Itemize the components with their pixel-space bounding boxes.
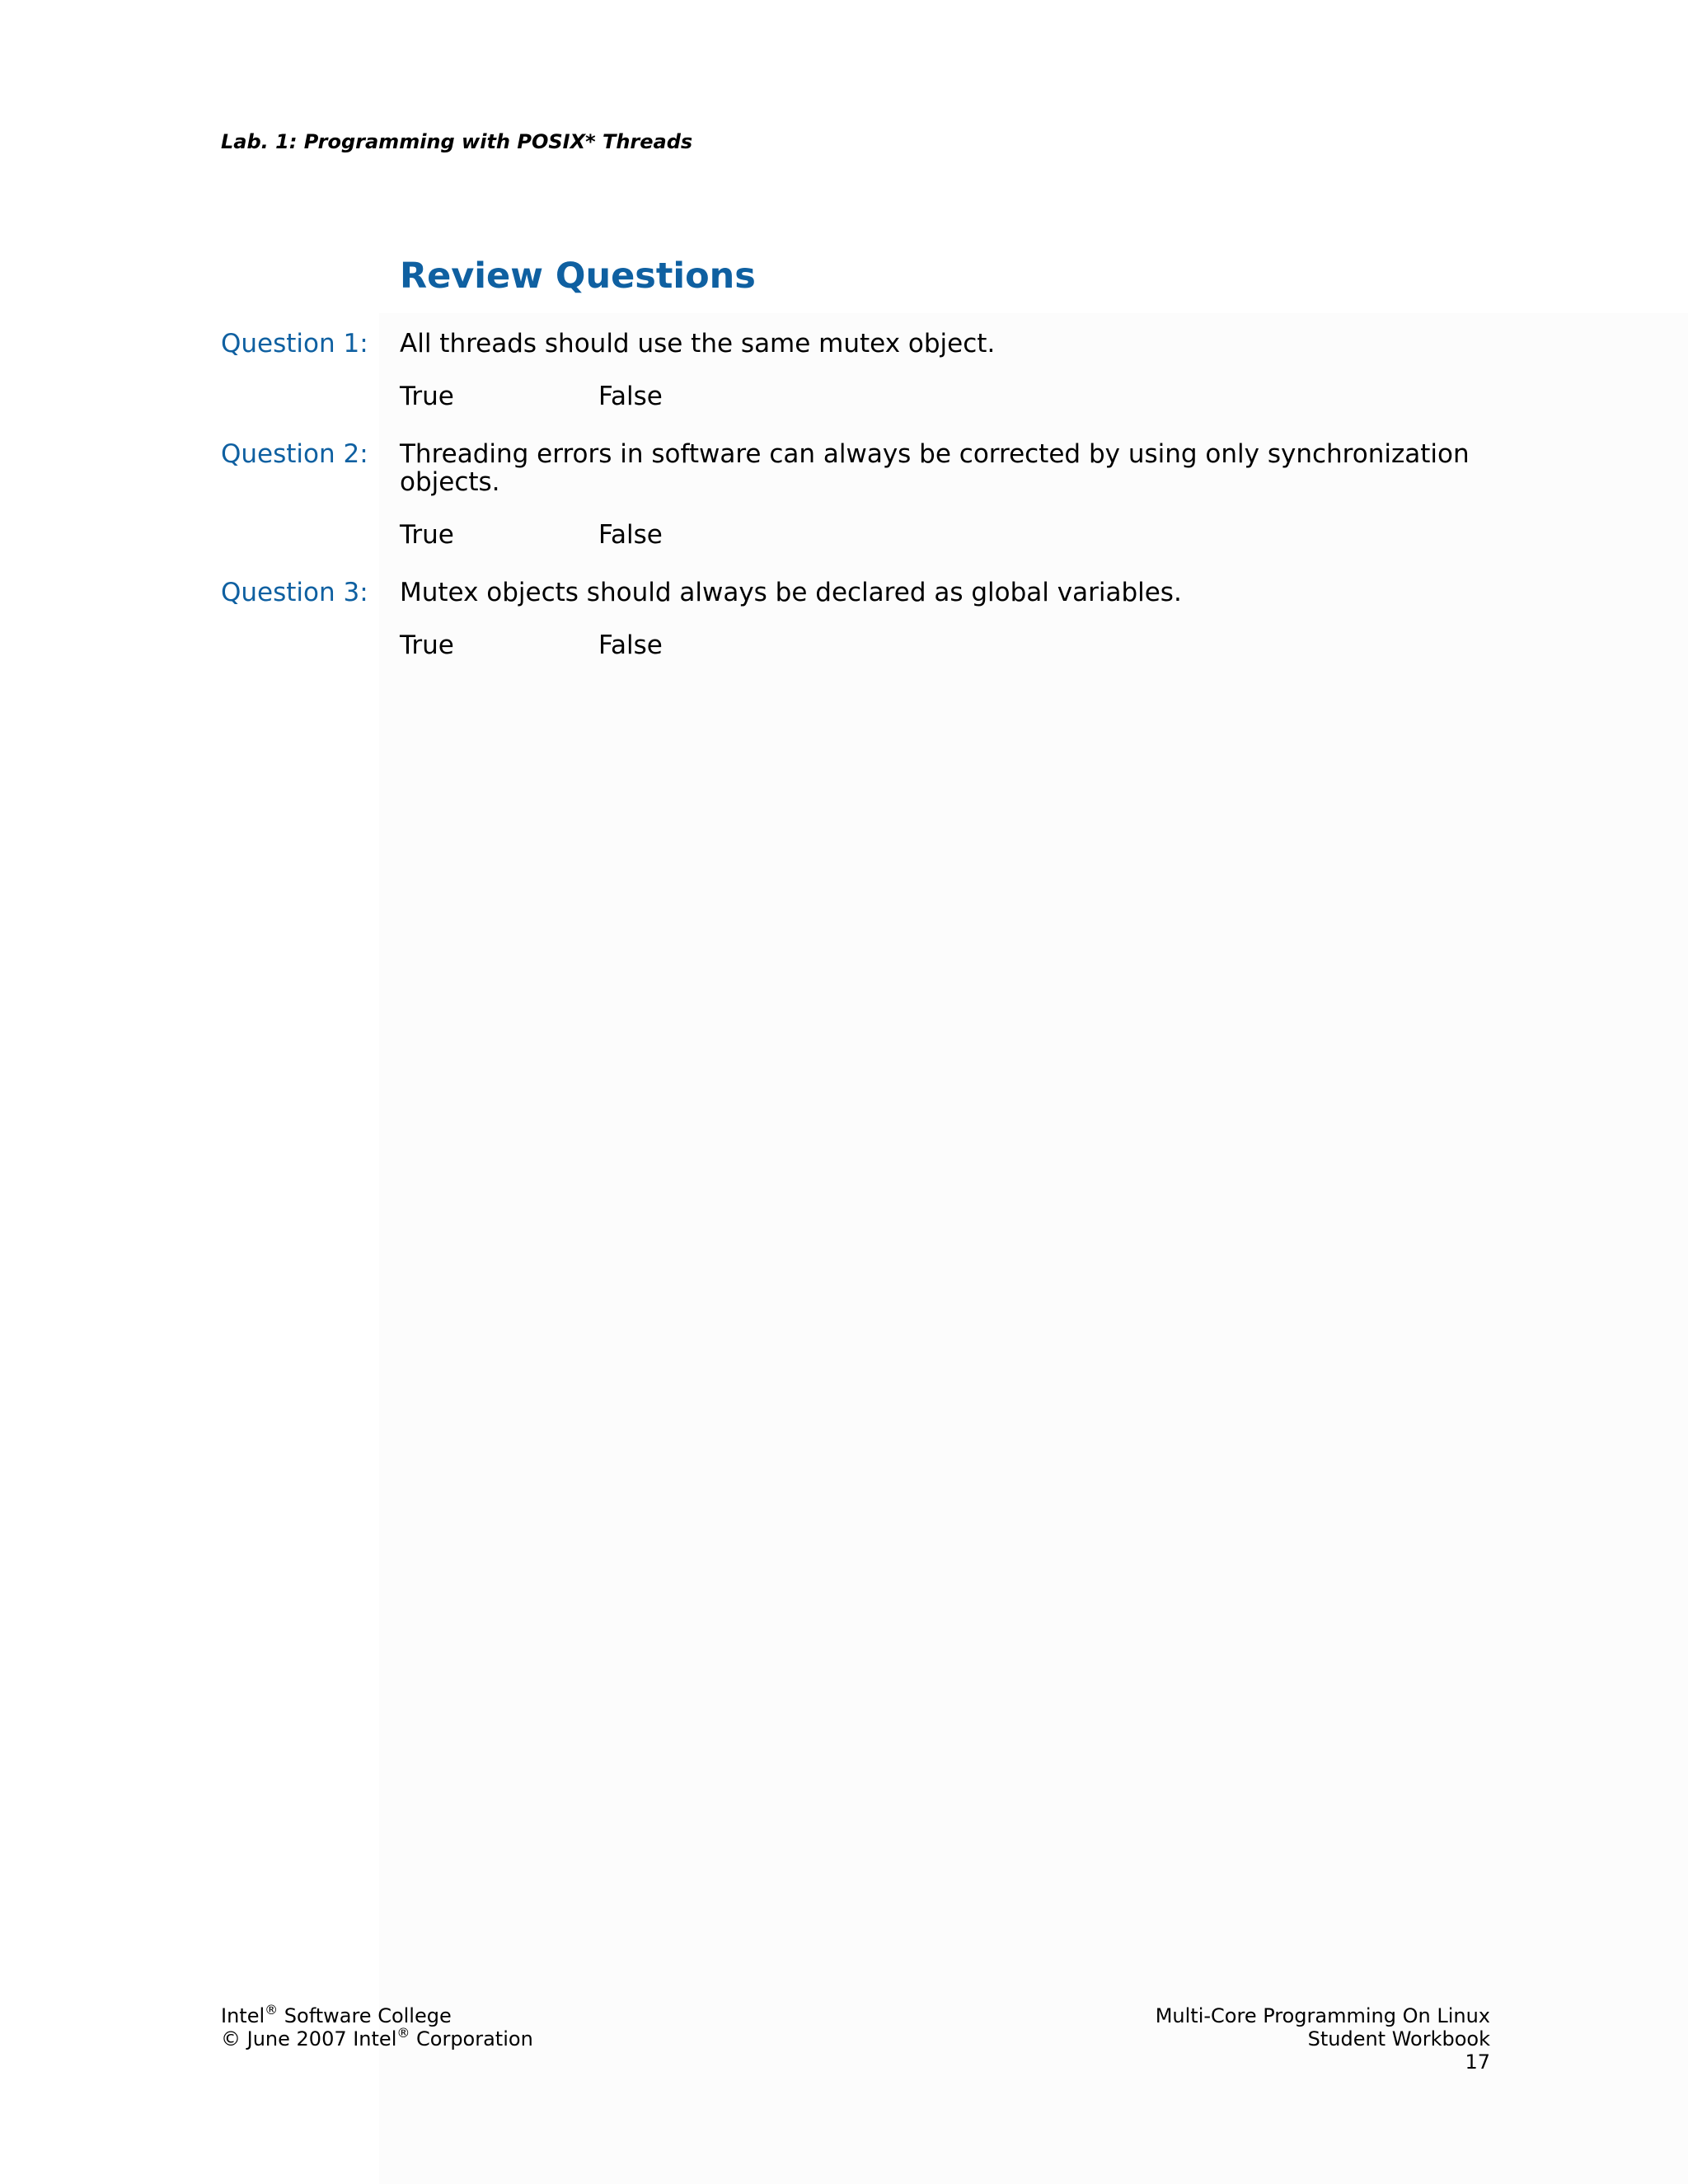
section-title: Review Questions	[400, 255, 756, 297]
registered-mark: ®	[396, 2025, 410, 2041]
footer-left	[221, 2004, 533, 2050]
option-false[interactable]: False	[598, 630, 663, 660]
question-text: Mutex objects should always be declared as global variables.	[400, 578, 1182, 607]
footer-publisher: Intel® Software College	[221, 2002, 452, 2027]
option-true[interactable]: True	[400, 520, 454, 550]
option-true[interactable]: True	[400, 630, 454, 660]
footer-copyright: © June 2007 Intel® Corporation	[221, 2025, 533, 2050]
page-number: 17	[1465, 2050, 1490, 2074]
question-label: Question 3:	[221, 578, 368, 607]
option-false[interactable]: False	[598, 520, 663, 550]
question-label: Question 1:	[221, 329, 368, 359]
registered-mark: ®	[265, 2002, 279, 2018]
running-header: Lab. 1: Programming with POSIX* Threads	[221, 130, 693, 153]
footer-book-subtitle: Student Workbook	[1307, 2027, 1490, 2050]
footer-right	[1156, 2004, 1490, 2074]
question-label: Question 2:	[221, 439, 368, 469]
option-true[interactable]: True	[400, 382, 454, 411]
question-text: Threading errors in software can always be corrected by using only synchronization objects.	[400, 439, 1470, 497]
question-text: All threads should use the same mutex object.	[400, 329, 996, 359]
footer-book-title: Multi-Core Programming On Linux	[1155, 2004, 1490, 2027]
option-false[interactable]: False	[598, 382, 663, 411]
